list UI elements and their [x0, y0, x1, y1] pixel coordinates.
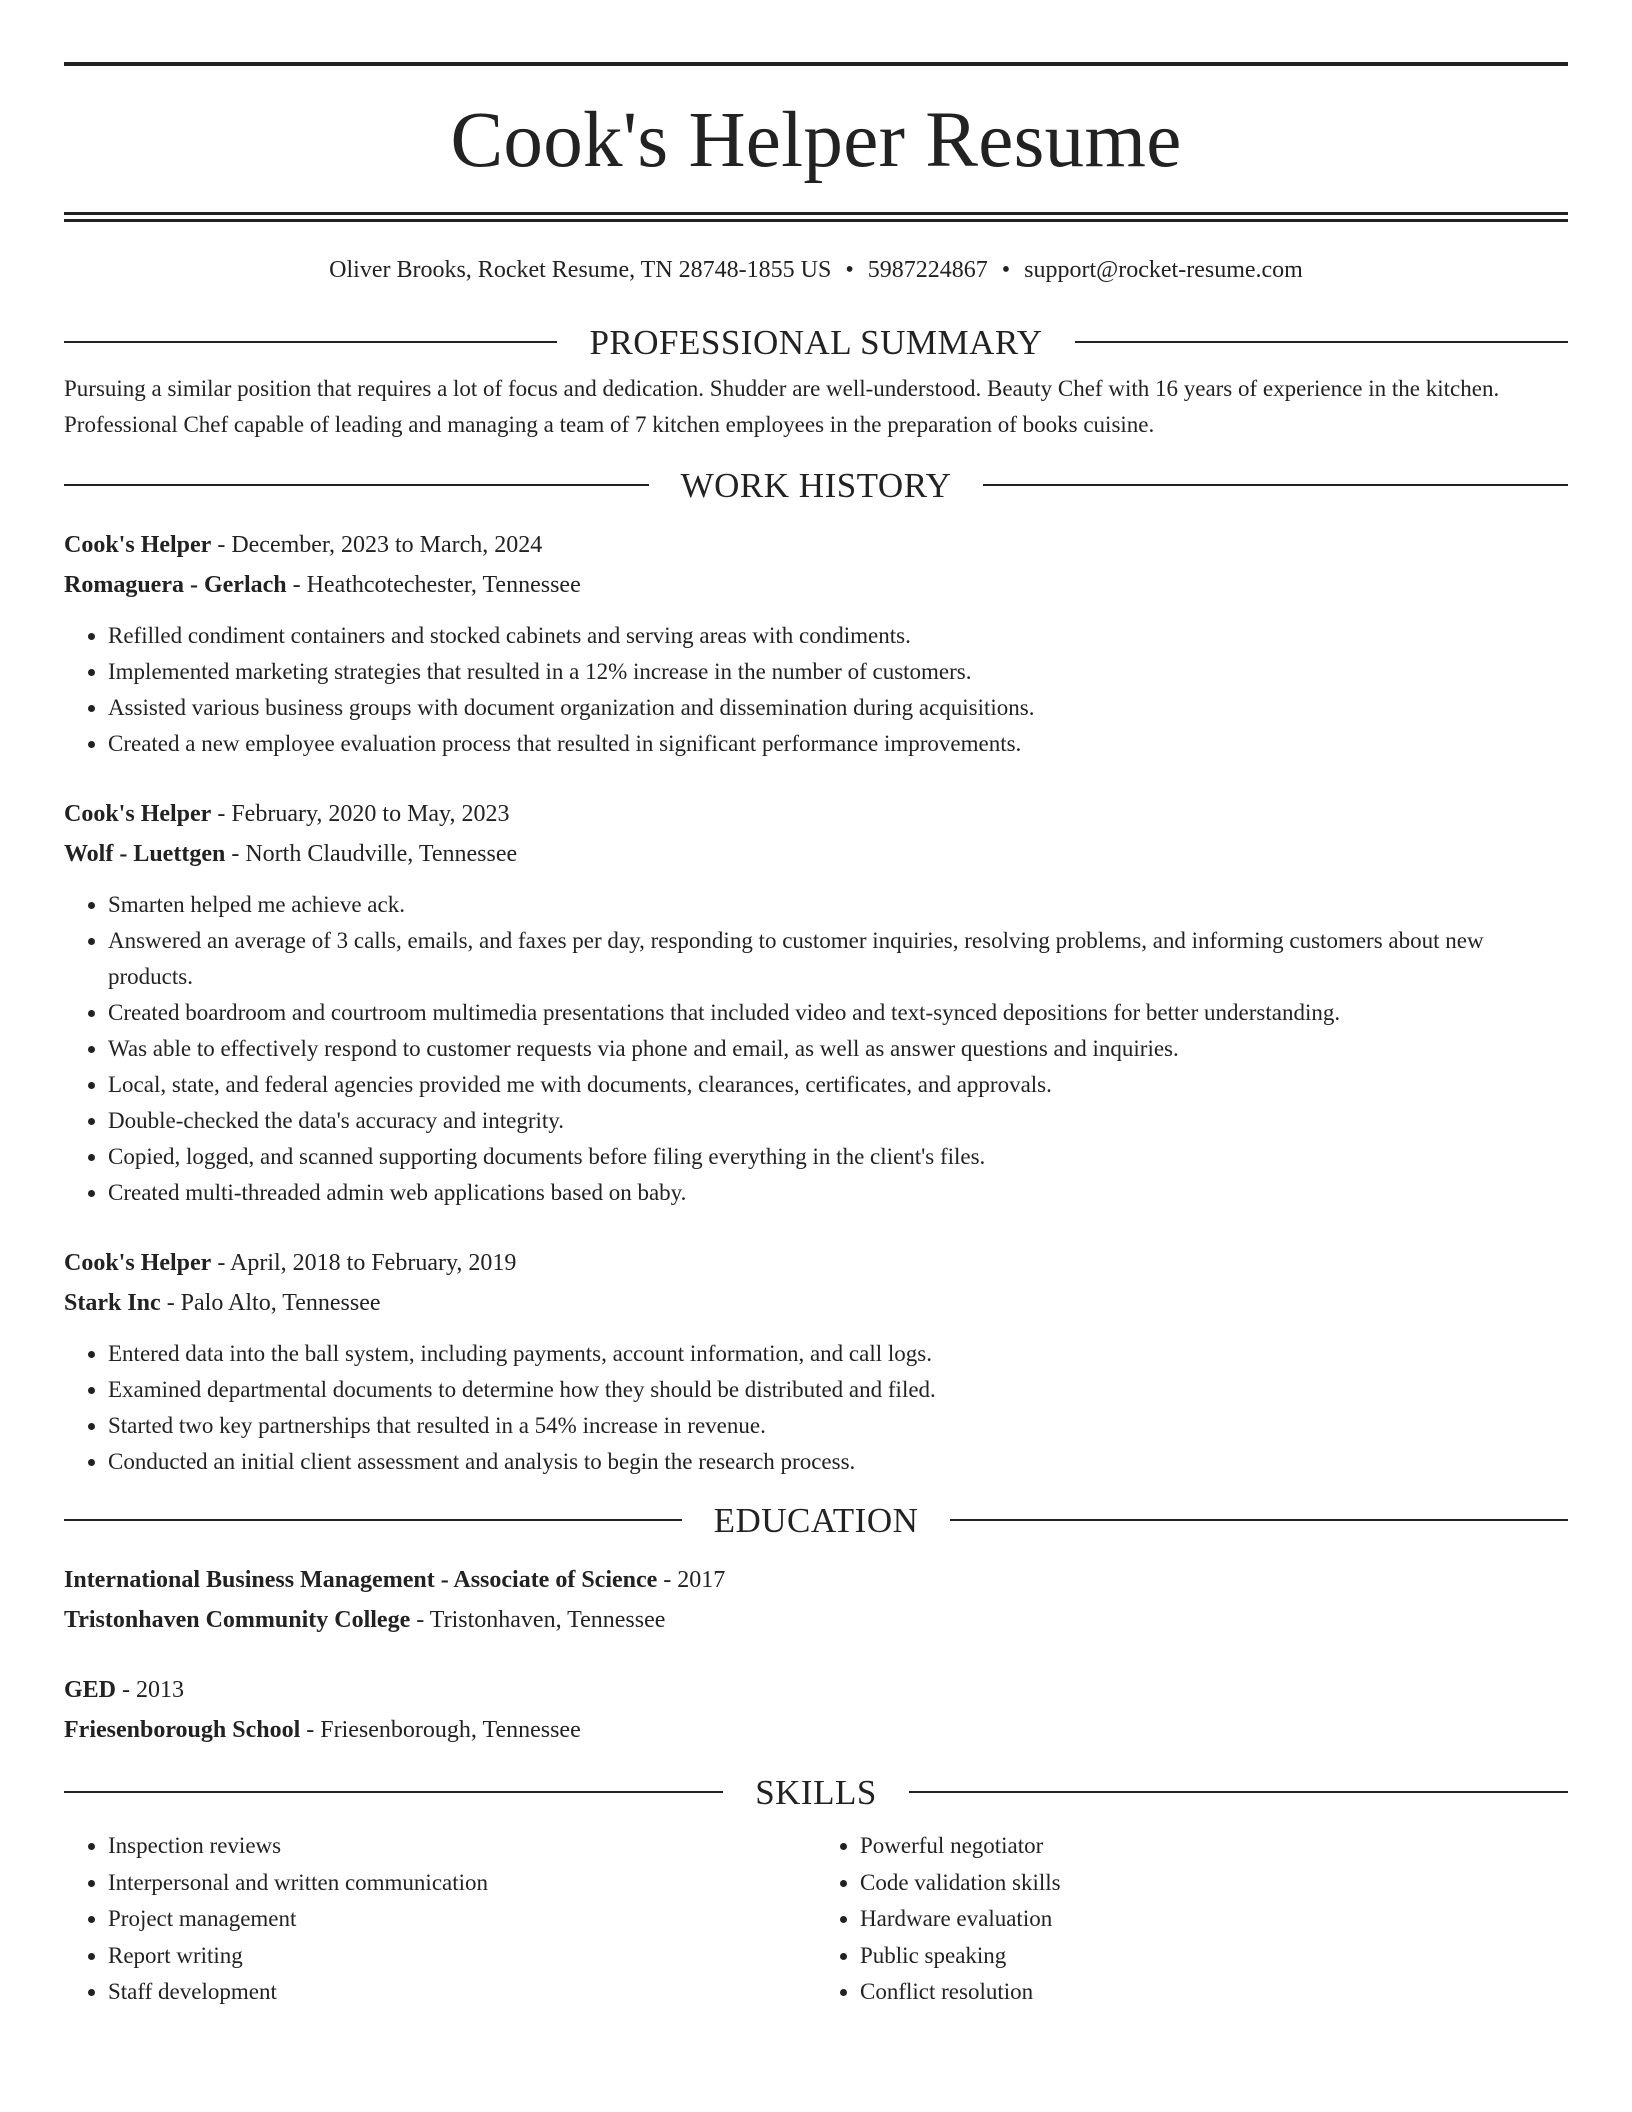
- education-location: - Tristonhaven, Tennessee: [410, 1607, 666, 1633]
- job-title: Cook's Helper: [64, 532, 212, 558]
- heading-rule: [1075, 341, 1568, 343]
- education-degree: International Business Management - Associate of Science: [64, 1567, 658, 1593]
- education-degree-line: [64, 1560, 1568, 1600]
- section-title: EDUCATION: [713, 1500, 919, 1540]
- job-location: - North Claudville, Tennessee: [225, 841, 518, 867]
- job-bullets: [64, 887, 1568, 1211]
- skills-grid: [64, 1828, 1568, 2011]
- job-bullet: • Entered data into the ball system, including payments, account information, and call logs.: [108, 1336, 1568, 1372]
- education-school-line: [64, 1600, 1568, 1640]
- job-location: - Heathcotechester, Tennessee: [286, 572, 581, 598]
- job-bullet: • Copied, logged, and scanned supporting documents before filing everything in the client's files.: [108, 1139, 1568, 1175]
- skills-column-right: [816, 1828, 1568, 2011]
- job-company-line: [64, 565, 1568, 605]
- job-bullet: • Created boardroom and courtroom multimedia presentations that included video and text-synced depositions for better understanding.: [108, 995, 1568, 1031]
- job-company-line: [64, 1283, 1568, 1323]
- education-location: - Friesenborough, Tennessee: [300, 1717, 581, 1743]
- job-bullet: • Double-checked the data's accuracy and integrity.: [108, 1103, 1568, 1139]
- job-company-line: [64, 834, 1568, 874]
- heading-rule: [983, 484, 1568, 486]
- section-heading-skills: [64, 1772, 1568, 1812]
- job-title-line: [64, 525, 1568, 565]
- section-title: SKILLS: [755, 1772, 877, 1812]
- job-title: Cook's Helper: [64, 1250, 212, 1276]
- skill-item: • Conflict resolution: [860, 1974, 1568, 2011]
- job-bullet: • Refilled condiment containers and stocked cabinets and serving areas with condiments.: [108, 618, 1568, 654]
- section-heading-summary: [64, 322, 1568, 362]
- skill-item: • Project management: [108, 1901, 816, 1938]
- skill-item: • Staff development: [108, 1974, 816, 2011]
- job-bullet: • Started two key partnerships that resulted in a 54% increase in revenue.: [108, 1408, 1568, 1444]
- job-dates: - February, 2020 to May, 2023: [211, 801, 510, 827]
- job-bullet: • Local, state, and federal agencies provided me with documents, clearances, certificates, and approvals.: [108, 1067, 1568, 1103]
- job-bullets: [64, 1336, 1568, 1480]
- job-title-line: [64, 794, 1568, 834]
- contact-separator: •: [845, 257, 854, 283]
- job-bullet: • Conducted an initial client assessment and analysis to begin the research process.: [108, 1444, 1568, 1480]
- skill-item: • Powerful negotiator: [860, 1828, 1568, 1865]
- job-company: Romaguera - Gerlach: [64, 572, 287, 598]
- education-entry: [64, 1560, 1568, 1640]
- heading-rule: [64, 484, 649, 486]
- heading-rule: [64, 1519, 682, 1521]
- section-title: WORK HISTORY: [680, 465, 952, 505]
- job-dates: - April, 2018 to February, 2019: [211, 1250, 517, 1276]
- skill-item: • Report writing: [108, 1938, 816, 1975]
- skills-column-left: [64, 1828, 816, 2011]
- job-bullet: • Implemented marketing strategies that resulted in a 12% increase in the number of customers.: [108, 654, 1568, 690]
- job-bullets: [64, 618, 1568, 762]
- education-year: - 2013: [116, 1677, 185, 1703]
- job-bullet: • Created a new employee evaluation process that resulted in significant performance improvements.: [108, 726, 1568, 762]
- skill-item: • Public speaking: [860, 1938, 1568, 1975]
- education-degree-line: [64, 1670, 1568, 1710]
- contact-line: [64, 258, 1568, 282]
- job-bullet: • Was able to effectively respond to customer requests via phone and email, as well as answer questions and inquiries.: [108, 1031, 1568, 1067]
- job-bullet: • Assisted various business groups with document organization and dissemination during acquisitions.: [108, 690, 1568, 726]
- skill-item: • Inspection reviews: [108, 1828, 816, 1865]
- contact-phone: 5987224867: [867, 257, 988, 283]
- job-company: Stark Inc: [64, 1290, 161, 1316]
- title-double-rule: [64, 212, 1568, 222]
- heading-rule: [64, 341, 557, 343]
- top-rule: [64, 62, 1568, 66]
- section-heading-education: [64, 1500, 1568, 1540]
- contact-email: support@rocket-resume.com: [1024, 257, 1303, 283]
- education-year: - 2017: [657, 1567, 726, 1593]
- job-title-line: [64, 1243, 1568, 1283]
- job-bullet: • Smarten helped me achieve ack.: [108, 887, 1568, 923]
- section-heading-work: [64, 465, 1568, 505]
- job-entry: [64, 794, 1568, 1211]
- work-history-list: [64, 525, 1568, 1480]
- education-school: Tristonhaven Community College: [64, 1607, 411, 1633]
- education-school: Friesenborough School: [64, 1717, 301, 1743]
- skill-item: • Hardware evaluation: [860, 1901, 1568, 1938]
- job-entry: [64, 525, 1568, 762]
- contact-separator: •: [1001, 257, 1011, 283]
- section-title: PROFESSIONAL SUMMARY: [589, 322, 1043, 362]
- job-bullet: • Examined departmental documents to determine how they should be distributed and filed.: [108, 1372, 1568, 1408]
- skill-item: • Interpersonal and written communication: [108, 1865, 816, 1902]
- job-bullet: • Answered an average of 3 calls, emails, and faxes per day, responding to customer inquiries, resolving problems, and informing customers about new products.: [108, 923, 1568, 995]
- page-title: Cook's Helper Resume: [450, 97, 1182, 184]
- job-company: Wolf - Luettgen: [64, 841, 226, 867]
- heading-rule: [64, 1791, 723, 1793]
- summary-text: Pursuing a similar position that requires a lot of focus and dedication. Shudder are well-understood. Beauty Chef with 16 years of experience in the kitchen. Professional Chef capable of leading and managing a team of 7 kitchen employees in the preparation of books cuisine.: [64, 376, 1500, 437]
- job-dates: - December, 2023 to March, 2024: [211, 532, 543, 558]
- job-location: - Palo Alto, Tennessee: [160, 1290, 381, 1316]
- education-entry: [64, 1670, 1568, 1750]
- education-degree: GED: [64, 1677, 117, 1703]
- contact-address: Oliver Brooks, Rocket Resume, TN 28748-1855 US: [329, 257, 832, 283]
- education-school-line: [64, 1710, 1568, 1750]
- heading-rule: [950, 1519, 1568, 1521]
- skill-item: • Code validation skills: [860, 1865, 1568, 1902]
- job-bullet: • Created multi-threaded admin web applications based on baby.: [108, 1175, 1568, 1211]
- job-entry: [64, 1243, 1568, 1480]
- job-title: Cook's Helper: [64, 801, 212, 827]
- heading-rule: [909, 1791, 1568, 1793]
